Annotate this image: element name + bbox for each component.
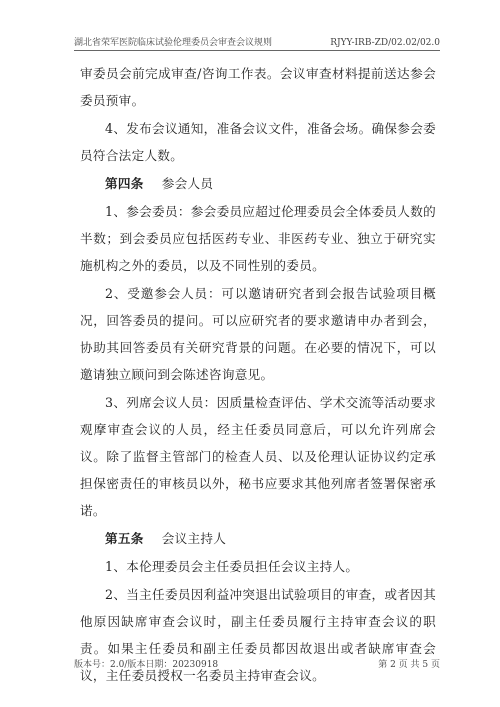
version-info: 版本号：2.0/版本日期：20230918 <box>74 660 219 670</box>
paragraph: 4、发布会议通知，准备会议文件，准备会场。确保参会委员符合法定人数。 <box>80 121 436 163</box>
article-heading <box>80 170 436 197</box>
page-number: 第 2 页 共 5 页 <box>378 660 440 670</box>
page-header <box>74 33 440 51</box>
paragraph: 1、参会委员：参会委员应超过伦理委员会全体委员人数的半数；到会委员应包括医药专业、非医药专业、独立于研究实施机构之外的委员，以及不同性别的委员。 <box>80 204 436 273</box>
page-footer <box>74 657 440 670</box>
article-number: 第四条 <box>105 176 144 191</box>
article-heading <box>80 525 436 552</box>
document-code: RJYY-IRB-ZD/02.02/02.0 <box>330 38 440 48</box>
paragraph: 2、当主任委员因利益冲突退出试验项目的审查，或者因其他原因缺席审查会议时，副主任委员履行主持审查会议的职责。如果主任委员和副主任委员都因故退出或者缺席审查会议，主任委员授权一名委员主持审查会议。 <box>80 587 436 683</box>
header-title: 湖北省荣军医院临床试验伦理委员会审查会议规则 <box>74 38 273 48</box>
body-text <box>80 60 436 690</box>
paragraph: 1、本伦理委员会主任委员担任会议主持人。 <box>105 559 359 574</box>
paragraph: 2、受邀参会人员：可以邀请研究者到会报告试验项目概况，回答委员的提问。可以应研究者的要求邀请申办者到会，协助其回答委员有关研究背景的问题。在必要的情况下，可以邀请独立顾问到会陈述咨询意见。 <box>80 286 436 382</box>
article-title: 会议主持人 <box>161 531 227 546</box>
paragraph: 审委员会前完成审查/咨询工作表。会议审查材料提前送达参会委员预审。 <box>80 66 436 108</box>
article-number: 第五条 <box>105 531 144 546</box>
article-title: 参会人员 <box>161 176 214 191</box>
paragraph: 3、列席会议人员：因质量检查评估、学术交流等活动要求观摩审查会议的人员，经主任委员同意后，可以允许列席会议。除了监督主管部门的检查人员、以及伦理认证协议约定承担保密责任的审核员以外，秘书应要求其他列席者签署保密承诺。 <box>80 395 436 518</box>
